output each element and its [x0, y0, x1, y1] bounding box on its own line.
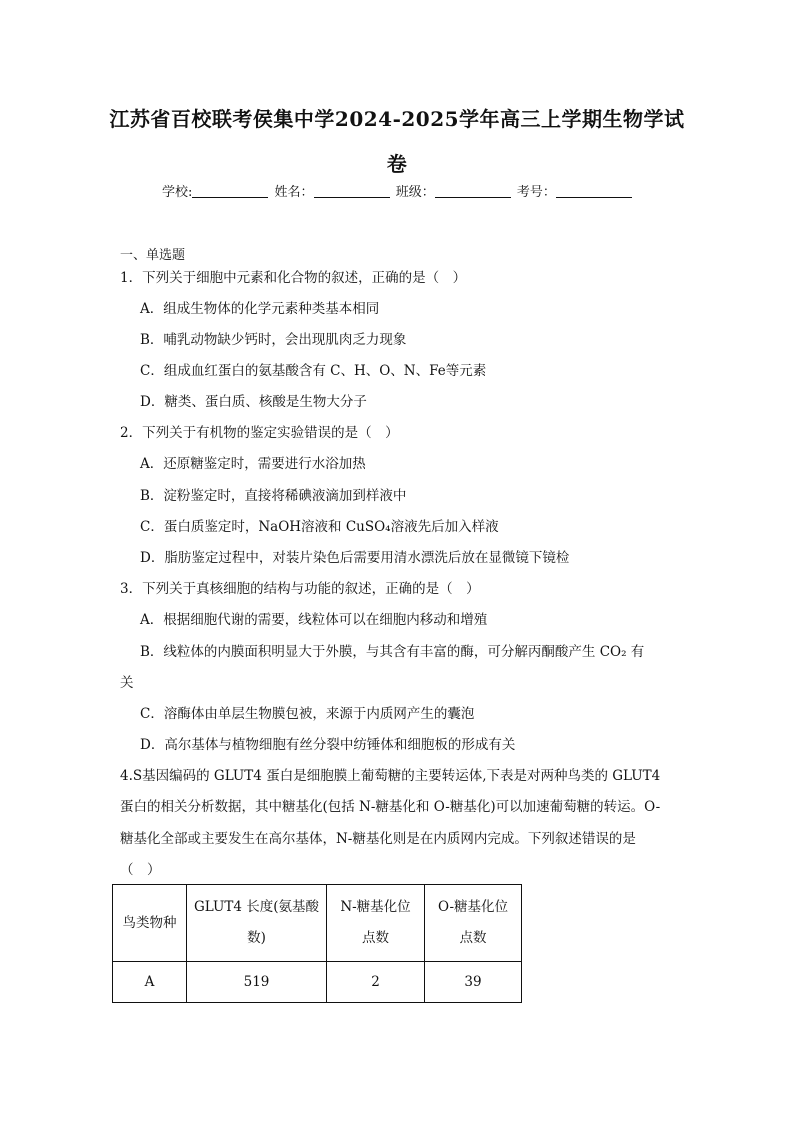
question-1-option-d: D．糖类、蛋白质、核酸是生物大分子	[140, 394, 367, 410]
table-header-cell	[327, 885, 425, 962]
table-cell-species: A	[113, 962, 187, 1003]
question-3-stem: 3．下列关于真核细胞的结构与功能的叙述，正确的是（ ）	[120, 581, 480, 597]
question-2-option-a: A．还原糖鉴定时，需要进行水浴加热	[140, 456, 366, 472]
question-1-stem: 1．下列关于细胞中元素和化合物的叙述，正确的是（ ）	[120, 270, 467, 286]
question-3-option-c: C．溶酶体由单层生物膜包被，来源于内质网产生的囊泡	[140, 706, 475, 722]
table-cell-n-glyco: 2	[327, 962, 425, 1003]
question-1-option-b: B．哺乳动物缺少钙时，会出现肌肉乏力现象	[140, 332, 407, 348]
class-blank[interactable]	[435, 184, 511, 198]
class-label: 班级：	[395, 185, 435, 200]
table-row	[113, 962, 522, 1003]
header-n-glyco-line1: N-糖基化位	[340, 899, 411, 915]
table-header-cell	[425, 885, 522, 962]
question-4-stem-line3: 糖基化全部或主要发生在高尔基体，N-糖基化则是在内质网内完成。下列叙述错误的是	[120, 831, 636, 847]
question-4-stem-line2: 蛋白的相关分析数据，其中糖基化(包括 N-糖基化和 O-糖基化)可以加速葡萄糖的转运。O-	[120, 799, 661, 815]
question-1-option-c: C．组成血红蛋白的氨基酸含有 C、H、O、N、Fe等元素	[140, 363, 487, 379]
exam-number-blank[interactable]	[556, 184, 632, 198]
table-cell-length: 519	[187, 962, 327, 1003]
exam-title-line1: 江苏省百校联考侯集中学2024-2025学年高三上学期生物学试	[109, 107, 685, 131]
table-header-row	[113, 885, 522, 962]
exam-number-label: 考号：	[516, 185, 556, 200]
question-2-option-d: D．脂肪鉴定过程中，对装片染色后需要用清水漂洗后放在显微镜下镜检	[140, 550, 570, 566]
header-glut4-length-line1: GLUT4 长度(氨基酸	[193, 899, 320, 915]
question-2-stem: 2．下列关于有机物的鉴定实验错误的是（ ）	[120, 425, 399, 441]
school-blank[interactable]	[192, 184, 268, 198]
question-3-option-a: A．根据细胞代谢的需要，线粒体可以在细胞内移动和增殖	[140, 612, 488, 628]
question-3-option-b: B．线粒体的内膜面积明显大于外膜，与其含有丰富的酶，可分解丙酮酸产生 CO₂ 有	[140, 644, 645, 660]
glut4-data-table	[112, 884, 522, 1003]
question-1-option-a: A．组成生物体的化学元素种类基本相同	[140, 301, 380, 317]
student-info-line	[162, 181, 634, 200]
header-o-glyco-line2: 点数	[459, 930, 487, 946]
question-3-option-d: D．高尔基体与植物细胞有丝分裂中纺锤体和细胞板的形成有关	[140, 737, 516, 753]
name-label: 姓名：	[274, 185, 314, 200]
question-4-stem-line4: （ ）	[120, 862, 161, 878]
header-o-glyco-line1: O-糖基化位	[437, 899, 509, 915]
exam-title-line2: 卷	[386, 152, 408, 176]
table-header-cell	[187, 885, 327, 962]
question-2-option-b: B．淀粉鉴定时，直接将稀碘液滴加到样液中	[140, 488, 407, 504]
question-2-option-c: C．蛋白质鉴定时，NaOH溶液和 CuSO₄溶液先后加入样液	[140, 519, 499, 535]
question-3-option-b-continued: 关	[120, 675, 134, 691]
section-heading: 一、单选题	[120, 248, 186, 263]
table-cell-o-glyco: 39	[425, 962, 522, 1003]
header-n-glyco-line2: 点数	[362, 930, 389, 946]
school-label: 学校:	[162, 185, 193, 200]
name-blank[interactable]	[314, 184, 390, 198]
header-glut4-length-line2: 数)	[247, 930, 266, 946]
table-header-cell	[113, 885, 187, 962]
question-4-stem-line1: 4.S基因编码的 GLUT4 蛋白是细胞膜上葡萄糖的主要转运体,下表是对两种鸟类的 GLUT4	[120, 768, 661, 784]
header-species: 鸟类物种	[122, 914, 177, 931]
